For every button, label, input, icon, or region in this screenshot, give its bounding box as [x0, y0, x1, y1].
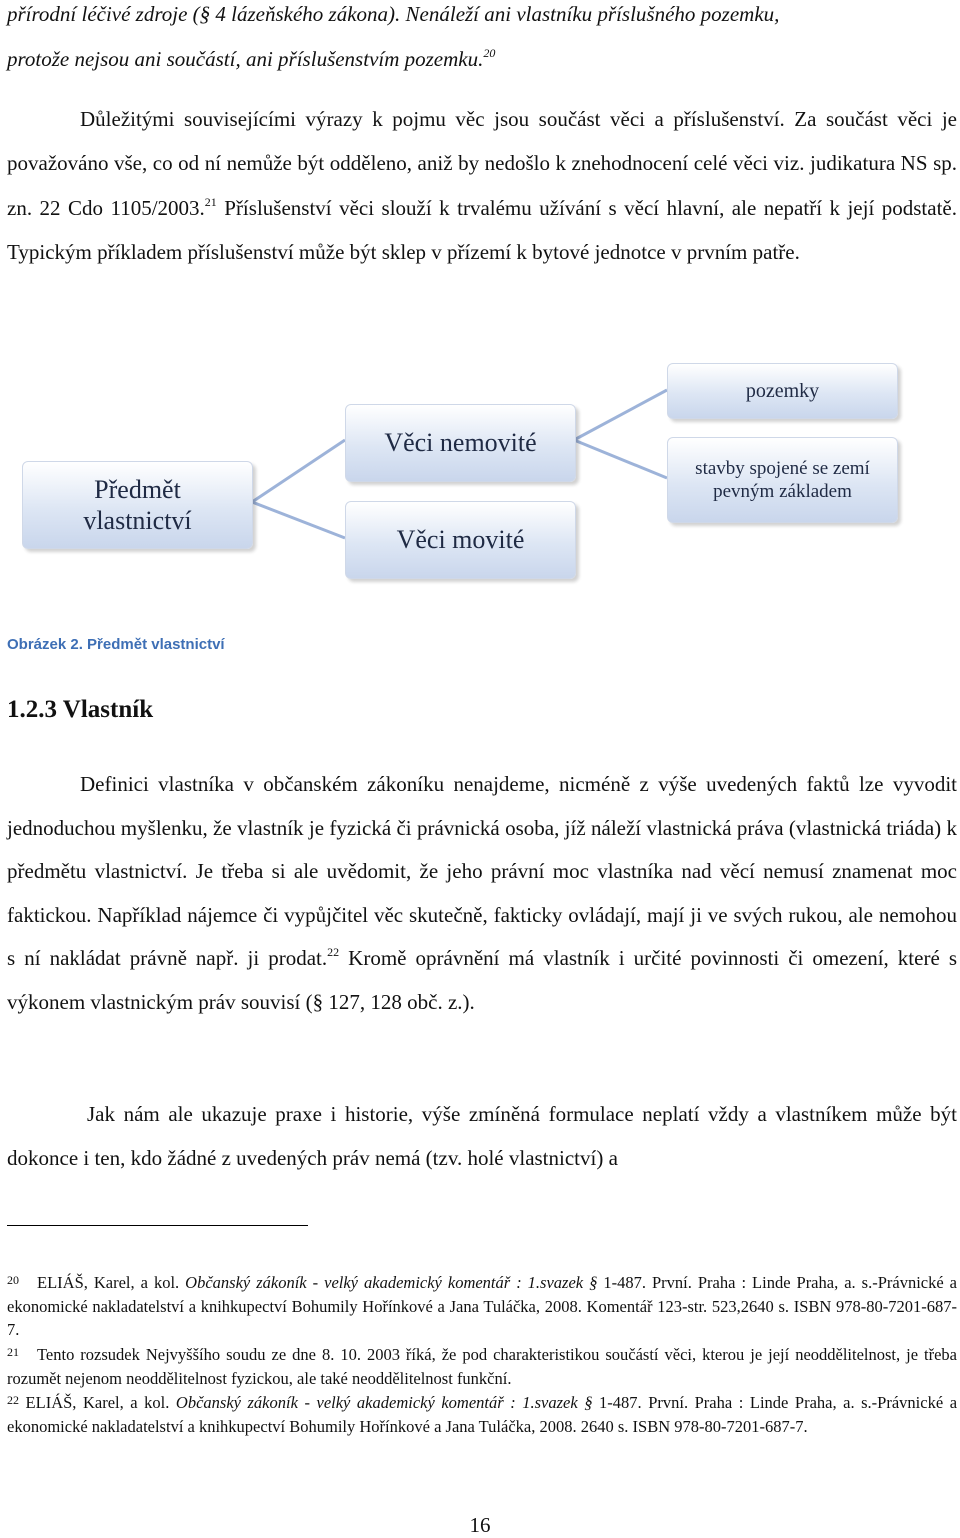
footnote-details: 1-487. První. Praha : Linde Praha, a. s.-Právnické a ekonomické nakladatelství a knihkupectví Bohumily Hořínkové a Jana Tuláčka, 2008. Komentář 123-str. 523,2640 s. ISBN 978-80-7201-687-7. — [7, 1273, 957, 1340]
footnote-21 — [7, 1343, 957, 1390]
footnote-22 — [7, 1391, 957, 1438]
section-heading: 1.2.3 Vlastník — [7, 696, 154, 723]
top-paragraph-line1: přírodní léčivé zdroje (§ 4 lázeňského zákona). Nenáleží ani vlastníku příslušného pozemku, — [7, 2, 780, 26]
diagram-node-immovables — [345, 404, 576, 482]
footnote-number: 21 — [7, 1345, 19, 1359]
top-paragraph-line2: protože nejsou ani součástí, ani příslušenstvím pozemku. — [7, 46, 484, 71]
diagram-node-buildings-label: stavby spojené se zemí pevným základem — [695, 458, 870, 502]
diagram-node-root-label: Předmět vlastnictví — [83, 475, 192, 535]
diagram-node-root — [22, 461, 253, 549]
page-number: 16 — [469, 1513, 491, 1537]
diagram-node-buildings — [667, 437, 898, 523]
footnote-title: Občanský zákoník - velký akademický komentář : 1.svazek § — [185, 1273, 604, 1292]
connector-mid-leaf-top — [574, 390, 667, 440]
footnote-20 — [7, 1271, 957, 1342]
footnote-ref-20[interactable]: 20 — [483, 45, 496, 60]
connector-root-mid-top — [252, 440, 345, 502]
paragraph-components-text-b: Příslušenství věci slouží k trvalému užívání s věcí hlavní, ale nepatří k její podstatě. Typickým příkladem příslušenství může být sklep v přízemí k bytové jednotce v prvním patře. — [7, 195, 957, 264]
footnote-author: ELIÁŠ, Karel, a kol. — [25, 1393, 176, 1412]
diagram-node-immovables-label: Věci nemovité — [384, 428, 537, 457]
connector-mid-leaf-bottom — [574, 440, 667, 478]
paragraph-owner — [7, 763, 957, 1025]
paragraph-owner-text-b: Kromě oprávnění má vlastník i určité povinnosti či omezení, které s výkonem vlastnickým práv souvisí (§ 127, 128 obč. z.). — [7, 946, 957, 1014]
figure-caption: Obrázek 2. Předmět vlastnictví — [7, 636, 225, 653]
paragraph-practice: Jak nám ale ukazuje praxe i historie, výše zmíněná formulace neplatí vždy a vlastníkem může být dokonce i ten, kdo žádné z uvedených práv nemá (tzv. holé vlastnictví) a — [7, 1102, 957, 1170]
footnote-ref-21[interactable]: 21 — [204, 194, 217, 209]
footnote-number: 20 — [7, 1273, 19, 1287]
footnote-separator — [7, 1225, 308, 1226]
top-paragraph — [7, 0, 957, 81]
footnote-number: 22 — [7, 1393, 19, 1407]
footnote-details: 1-487. První. Praha : Linde Praha, a. s.-Právnické a ekonomické nakladatelství a knihkupectví Bohumily Hořínkové a Jana Tuláčka, 2008. 2640 s. ISBN 978-80-7201-687-7. — [7, 1393, 958, 1436]
footnote-ref-22[interactable]: 22 — [327, 945, 340, 960]
diagram-node-land — [667, 363, 898, 419]
footnote-title: Občanský zákoník - velký akademický komentář : 1.svazek § — [175, 1393, 600, 1412]
paragraph-components-text-a: Důležitými souvisejícími výrazy k pojmu věc jsou součást věci a příslušenství. Za součást věci je považováno vše, co od ní nemůže být odděleno, aniž by nedošlo k znehodnocení celé věci viz. judikatura NS sp. zn. 22 Cdo 1105/2003. — [7, 107, 957, 220]
footnote-author: ELIÁŠ, Karel, a kol. — [37, 1273, 186, 1292]
connector-root-mid-bottom — [252, 502, 345, 538]
paragraph-components — [7, 97, 957, 274]
paragraph-owner-text-a: Definici vlastníka v občanském zákoníku nenajdeme, nicméně z výše uvedených faktů lze vyvodit jednoduchou myšlenku, že vlastník je fyzická či právnická osoba, jíž náleží vlastnická práva (vlastnická triáda) k předmětu vlastnictví. Je třeba si ale uvědomit, že jeho právní moc vlastníka nad věcí nemusí znamenat moc faktickou. Například nájemce či vypůjčitel věc skutečně, fakticky ovládají, mají ji ve svých rukou, ale nemohou s ní nakládat právně např. ji prodat. — [7, 772, 957, 971]
diagram-node-movables-label: Věci movité — [396, 525, 525, 554]
diagram-node-land-label: pozemky — [745, 379, 820, 402]
footnote-text: Tento rozsudek Nejvyššího soudu ze dne 8. 10. 2003 říká, že pod charakteristikou součástí věci, kterou je její neoddělitelnost, je třeba rozumět nejenom neoddělitelnost fyzickou, ale také neoddělitelnost funkční. — [7, 1345, 958, 1388]
diagram-node-movables — [345, 501, 576, 579]
